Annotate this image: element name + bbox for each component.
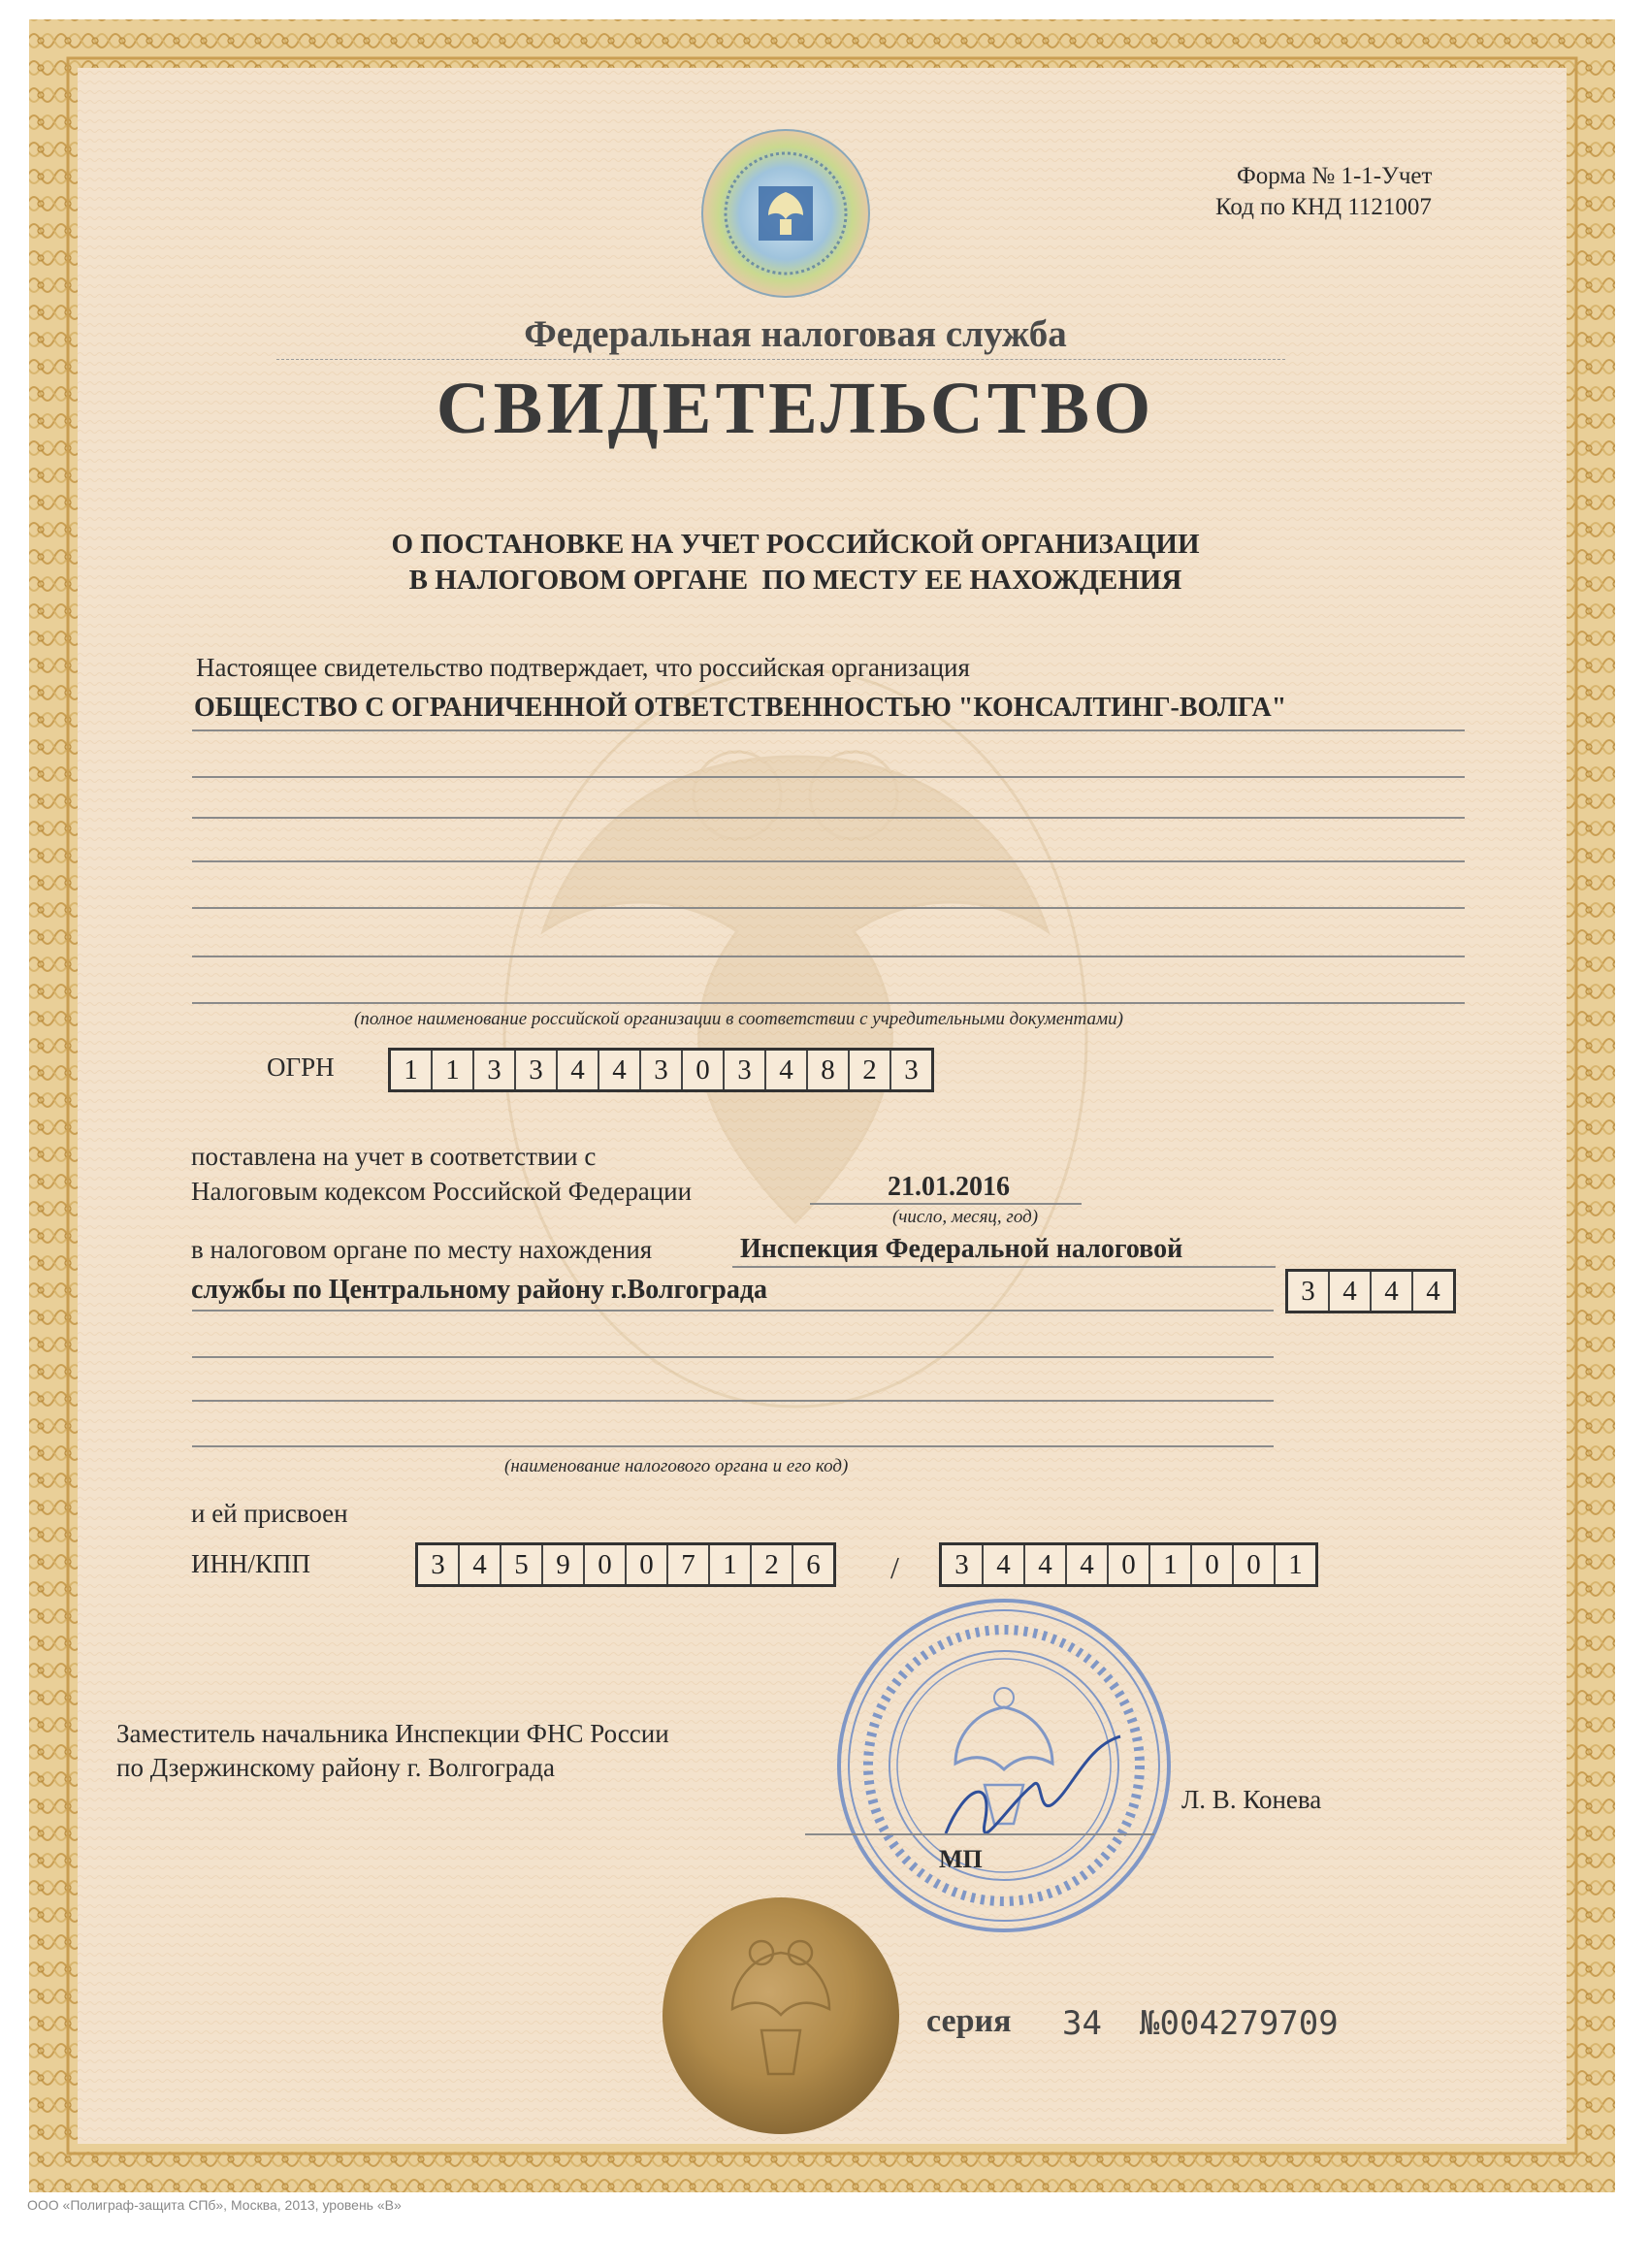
date-caption: (число, месяц, год) [892, 1207, 1039, 1227]
assignment-intro: и ей присвоен [191, 1499, 348, 1528]
registration-line-2: Налоговым кодексом Российской Федерации [191, 1177, 693, 1206]
hologram-emblem-icon [698, 126, 873, 301]
authority-line-1-rule [732, 1266, 1276, 1268]
ogrn-digit: 4 [558, 1051, 599, 1089]
authority-code-cells [1285, 1269, 1456, 1313]
agency-name: Федеральная налоговая служба [524, 313, 1067, 355]
kpp-digit: 4 [1067, 1545, 1109, 1584]
gold-seal-icon [660, 1895, 902, 2137]
authority-code-digit: 4 [1426, 1275, 1440, 1307]
registration-date: 21.01.2016 [888, 1172, 1010, 1202]
authority-code-digit: 4 [1330, 1272, 1372, 1311]
printer-note: ООО «Полиграф-защита СПб», Москва, 2013, уровень «В» [27, 2197, 402, 2213]
inn-kpp-label: ИНН/КПП [191, 1549, 311, 1578]
authority-line-5 [192, 1445, 1274, 1447]
kpp-digit: 1 [1150, 1545, 1192, 1584]
inn-digit: 5 [501, 1545, 543, 1584]
subtitle-line-2: В НАЛОГОВОМ ОРГАНЕ ПО МЕСТУ ЕЕ НАХОЖДЕНИЯ [408, 565, 1182, 596]
inn-digit: 2 [752, 1545, 793, 1584]
inn-digit: 0 [627, 1545, 668, 1584]
ogrn-digit: 3 [474, 1051, 516, 1089]
serial-series: 34 [1062, 2004, 1102, 2043]
inn-digit: 0 [585, 1545, 627, 1584]
authority-line-3 [192, 1356, 1274, 1358]
authority-line-2: службы по Центральному району г.Волгограда [191, 1275, 768, 1305]
signatory-name: Л. В. Конева [1181, 1785, 1322, 1814]
authority-line-2-rule [192, 1310, 1274, 1312]
kpp-digit: 0 [1109, 1545, 1150, 1584]
inn-digit: 4 [460, 1545, 501, 1584]
kpp-digit: 3 [942, 1545, 984, 1584]
ogrn-digit: 3 [641, 1051, 683, 1089]
org-line-6 [192, 956, 1465, 957]
organization-intro: Настоящее свидетельство подтверждает, что российская организация [196, 653, 970, 682]
knd-code: Код по КНД 1121007 [1215, 194, 1432, 220]
kpp-digit: 1 [1288, 1548, 1303, 1580]
inn-digit: 9 [543, 1545, 585, 1584]
org-line-7 [192, 1002, 1465, 1004]
ogrn-digit: 1 [391, 1051, 433, 1089]
organization-name: ОБЩЕСТВО С ОГРАНИЧЕННОЙ ОТВЕТСТВЕННОСТЬЮ "КОНСАЛТИНГ-ВОЛГА" [194, 693, 1287, 723]
ogrn-digit: 2 [850, 1051, 891, 1089]
inn-digit: 7 [668, 1545, 710, 1584]
ogrn-digit: 3 [516, 1051, 558, 1089]
signatory-position-line-2: по Дзержинскому району г. Волгограда [116, 1753, 556, 1782]
authority-code-digit: 4 [1372, 1272, 1413, 1311]
title-rule [276, 359, 1285, 360]
org-line-2 [192, 776, 1465, 778]
serial-number: №004279709 [1140, 2004, 1339, 2043]
authority-line-4 [192, 1400, 1274, 1402]
inn-digit: 6 [806, 1548, 821, 1580]
registration-line-1: поставлена на учет в соответствии с [191, 1142, 597, 1171]
kpp-digit: 4 [1025, 1545, 1067, 1584]
inn-digit: 3 [418, 1545, 460, 1584]
document-type: СВИДЕТЕЛЬСТВО [436, 368, 1155, 449]
official-stamp-icon [829, 1591, 1179, 1940]
ogrn-cells [388, 1048, 934, 1092]
authority-line-1: Инспекция Федеральной налоговой [740, 1234, 1183, 1264]
ogrn-label: ОГРН [267, 1053, 335, 1082]
ogrn-digit: 4 [766, 1051, 808, 1089]
inn-digit: 1 [710, 1545, 752, 1584]
kpp-digit: 4 [984, 1545, 1025, 1584]
signatory-position-line-1: Заместитель начальника Инспекции ФНС России [116, 1719, 669, 1748]
org-line-5 [192, 907, 1465, 909]
ogrn-digit: 3 [725, 1051, 766, 1089]
authority-intro: в налоговом органе по месту нахождения [191, 1235, 653, 1264]
inn-cells [415, 1542, 836, 1587]
org-line-1 [192, 729, 1465, 731]
ogrn-digit: 1 [433, 1051, 474, 1089]
kpp-cells [939, 1542, 1318, 1587]
authority-caption: (наименование налогового органа и его код) [504, 1456, 849, 1476]
stamp-place-mark: МП [939, 1845, 983, 1873]
kpp-digit: 0 [1192, 1545, 1234, 1584]
org-line-4 [192, 860, 1465, 862]
date-line [810, 1203, 1082, 1205]
signature-line [805, 1833, 1154, 1835]
kpp-digit: 0 [1234, 1545, 1276, 1584]
form-number: Форма № 1-1-Учет [1237, 163, 1433, 189]
organization-caption: (полное наименование российской организации в соответствии с учредительными документами) [354, 1009, 1123, 1029]
ogrn-digit: 8 [808, 1051, 850, 1089]
authority-code-digit: 3 [1288, 1272, 1330, 1311]
inn-kpp-separator: / [890, 1550, 899, 1585]
subtitle-line-1: О ПОСТАНОВКЕ НА УЧЕТ РОССИЙСКОЙ ОРГАНИЗАЦИИ [391, 529, 1200, 560]
ogrn-digit: 0 [683, 1051, 725, 1089]
serial-label: серия [926, 2003, 1012, 2039]
ogrn-digit: 4 [599, 1051, 641, 1089]
org-line-3 [192, 817, 1465, 819]
ogrn-digit: 3 [904, 1053, 919, 1085]
